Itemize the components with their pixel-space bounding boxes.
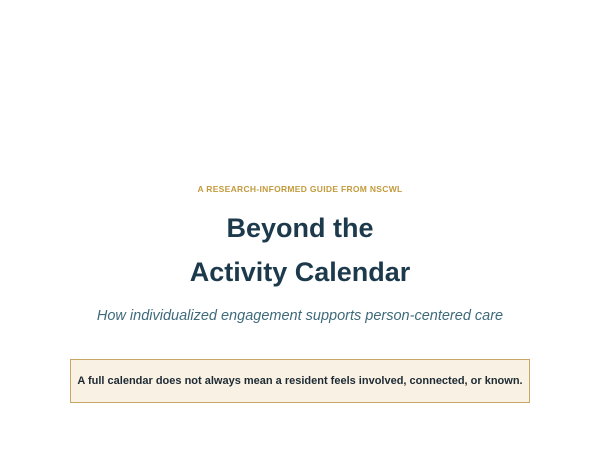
eyebrow-label: A RESEARCH-INFORMED GUIDE FROM NSCWL: [197, 184, 403, 194]
callout-box: [70, 359, 530, 403]
title-line-1: Beyond the: [226, 213, 374, 243]
page-title: [0, 206, 600, 294]
page-subtitle: How individualized engagement supports person-centered care: [96, 308, 504, 324]
title-line-2: Activity Calendar: [189, 257, 411, 287]
callout-text: A full calendar does not always mean a resident feels involved, connected, or known.: [77, 375, 523, 387]
